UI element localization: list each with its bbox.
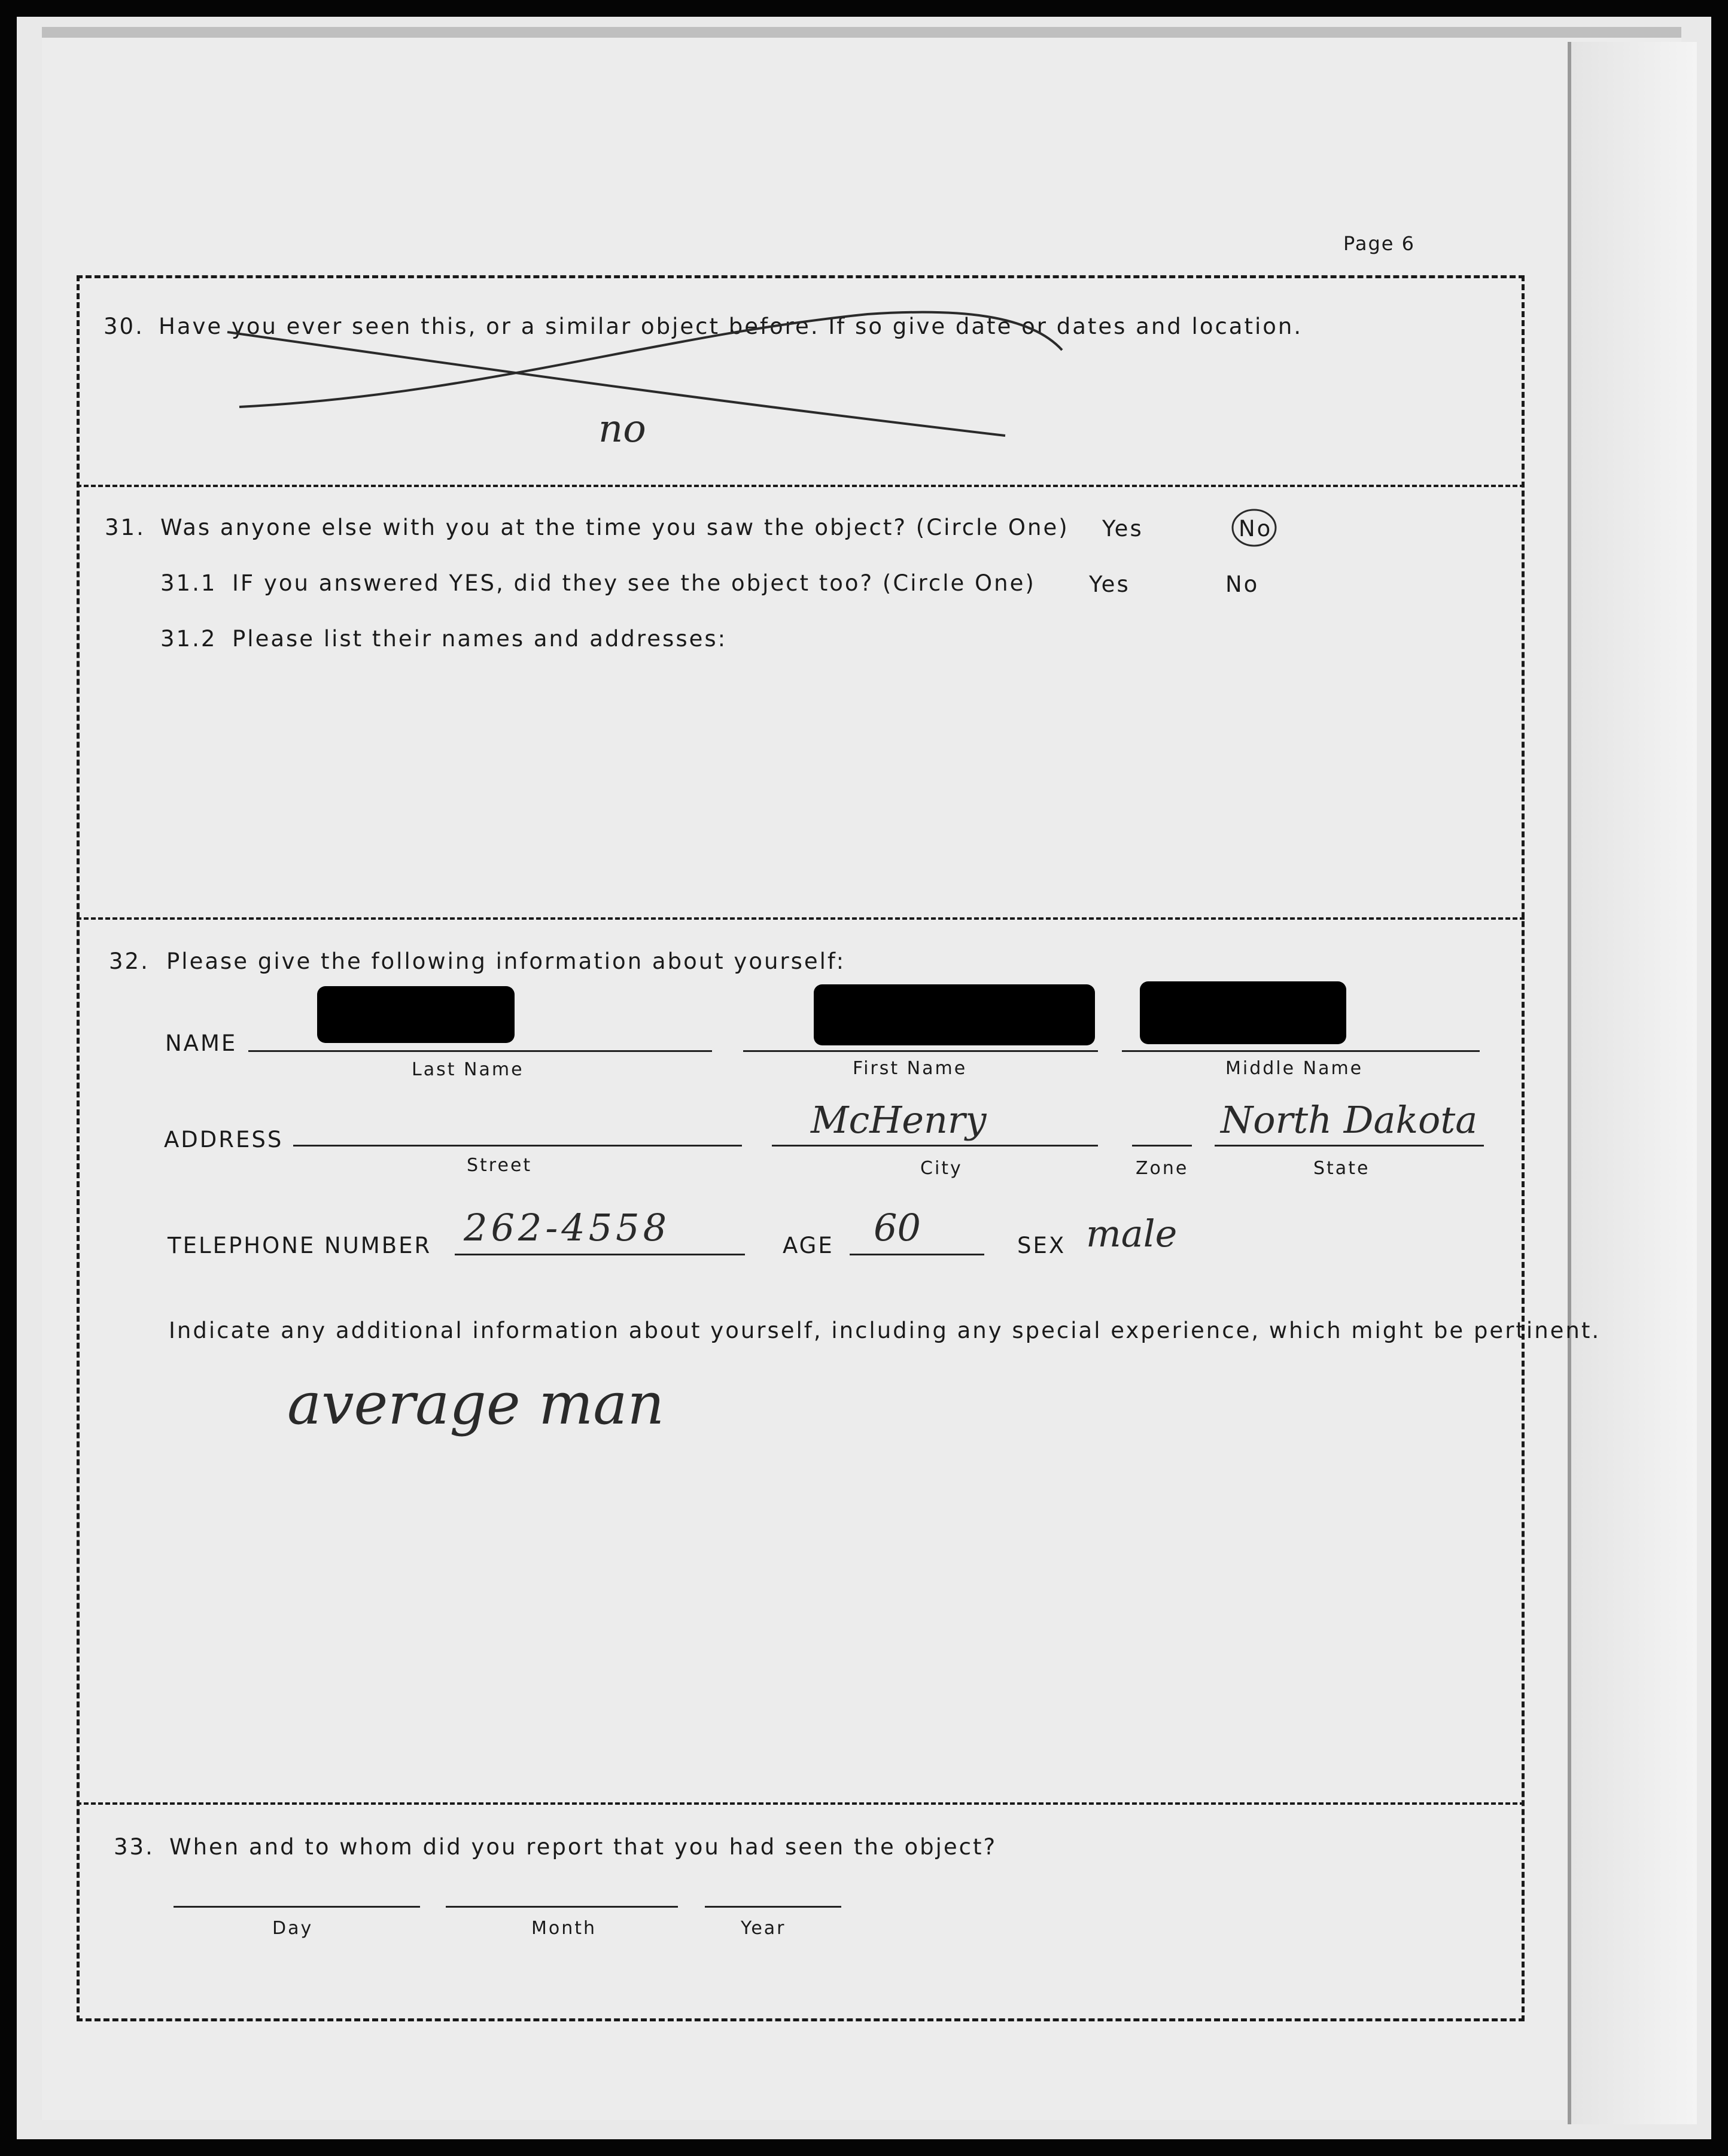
redacted-first-name — [814, 984, 1095, 1045]
day-caption: Day — [272, 1918, 314, 1939]
address-label: ADDRESS — [164, 1127, 284, 1152]
last-name-line — [248, 1050, 712, 1052]
q31-question: Was anyone else with you at the time you saw the object? (Circle One) — [160, 515, 1069, 540]
q31-1-yes-option: Yes — [1089, 571, 1130, 597]
q32-number: 32. — [109, 948, 150, 974]
q31-yes-option: Yes — [1102, 516, 1143, 542]
first-name-caption: First Name — [853, 1058, 968, 1079]
middle-name-caption: Middle Name — [1225, 1058, 1364, 1079]
q31-no-option: No — [1239, 516, 1273, 542]
q31-2-question: Please list their names and addresses: — [232, 626, 728, 652]
middle-name-line — [1122, 1050, 1480, 1052]
age-line — [850, 1254, 984, 1255]
additional-info-handwritten: average man — [287, 1370, 665, 1437]
day-line — [174, 1906, 420, 1908]
city-handwritten: McHenry — [811, 1098, 987, 1142]
additional-info-prompt: Indicate any additional information about yourself, including any special experience, which might be pertinent. — [169, 1318, 1601, 1343]
q33-number: 33. — [114, 1834, 154, 1860]
city-caption: City — [920, 1158, 963, 1179]
q31-number: 31. — [105, 515, 145, 540]
redacted-middle-name — [1140, 981, 1346, 1044]
city-line — [772, 1145, 1098, 1147]
state-caption: State — [1313, 1158, 1370, 1179]
year-line — [705, 1906, 841, 1908]
q30-answer-handwritten: no — [598, 407, 646, 451]
street-line — [293, 1145, 742, 1147]
state-handwritten: North Dakota — [1221, 1098, 1478, 1142]
state-line — [1215, 1145, 1484, 1147]
sex-handwritten: male — [1086, 1212, 1178, 1255]
name-label: NAME — [165, 1030, 238, 1056]
street-caption: Street — [467, 1155, 533, 1176]
telephone-handwritten: 262-4558 — [464, 1206, 671, 1249]
telephone-label: TELEPHONE NUMBER — [168, 1233, 432, 1258]
redacted-last-name — [317, 986, 515, 1043]
q31-1-number: 31.1 — [160, 570, 217, 596]
q30-number: 30. — [104, 314, 144, 339]
q31-2-number: 31.2 — [160, 626, 217, 652]
month-line — [446, 1906, 678, 1908]
zone-line — [1132, 1145, 1192, 1147]
last-name-caption: Last Name — [412, 1059, 524, 1080]
age-handwritten: 60 — [874, 1206, 921, 1249]
q33-question: When and to whom did you report that you had seen the object? — [169, 1834, 997, 1860]
age-label: AGE — [783, 1233, 834, 1258]
first-name-line — [743, 1050, 1098, 1052]
year-caption: Year — [741, 1918, 786, 1939]
month-caption: Month — [531, 1918, 597, 1939]
telephone-line — [455, 1254, 745, 1255]
q31-1-no-option: No — [1225, 571, 1260, 597]
sex-label: SEX — [1017, 1233, 1066, 1258]
q32-intro: Please give the following information about yourself: — [166, 948, 846, 974]
q30-question: Have you ever seen this, or a similar object before. If so give date or dates and location. — [159, 314, 1303, 339]
zone-caption: Zone — [1136, 1158, 1189, 1179]
q31-1-question: IF you answered YES, did they see the object too? (Circle One) — [232, 570, 1036, 596]
page-number: Page 6 — [1343, 232, 1415, 255]
